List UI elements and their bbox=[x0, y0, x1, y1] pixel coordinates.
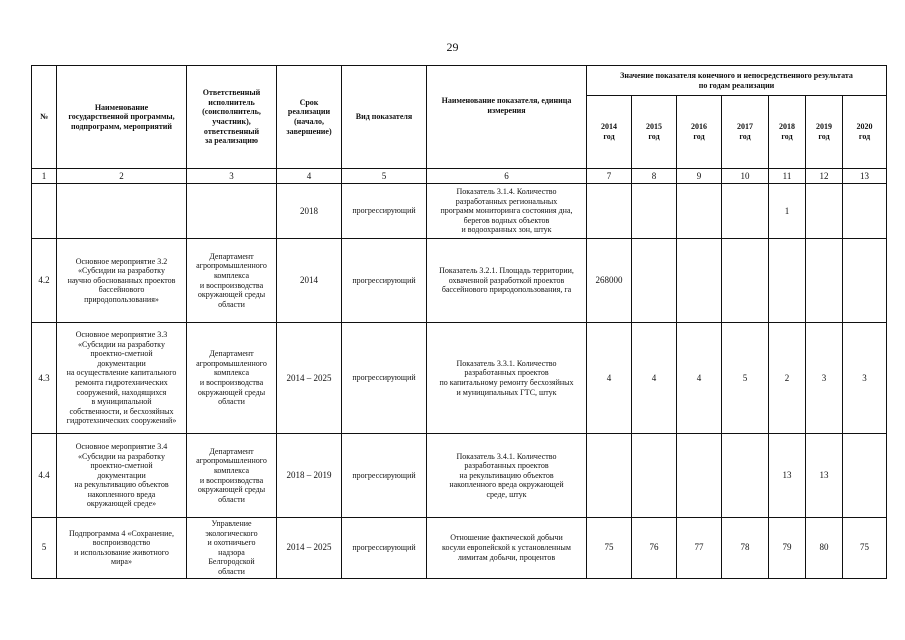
row-value-2018: 2 bbox=[769, 323, 806, 434]
row-no: 4.4 bbox=[32, 434, 57, 518]
column-number: 12 bbox=[806, 169, 843, 184]
header-indicator: Наименование показателя, единица измерения bbox=[427, 66, 587, 169]
row-responsible: Департамент агропромышленного комплекса и воспроизводства окружающей среды области bbox=[187, 434, 277, 518]
row-value-2020: 75 bbox=[843, 518, 887, 579]
row-value-2020: 3 bbox=[843, 323, 887, 434]
row-kind: прогрессирующий bbox=[342, 518, 427, 579]
table-row bbox=[32, 434, 887, 518]
row-indicator: Показатель 3.3.1. Количество разработанных проектов по капитальному ремонту бесхозяйных и муниципальных ГТС, штук bbox=[427, 323, 587, 434]
row-value-2018: 13 bbox=[769, 434, 806, 518]
column-number: 3 bbox=[187, 169, 277, 184]
column-number: 13 bbox=[843, 169, 887, 184]
row-program: Основное мероприятие 3.3 «Субсидии на разработку проектно-сметной документации на осуществление капитального ремонта гидротехнических сооружений, находящихся в муниципальной собственности, и бесхозяйных гидротехнических сооружений» bbox=[57, 323, 187, 434]
column-number: 5 bbox=[342, 169, 427, 184]
header-values-group: Значение показателя конечного и непосредственного результата по годам реализации bbox=[587, 66, 887, 96]
row-value-2014: 75 bbox=[587, 518, 632, 579]
row-value-2016: 4 bbox=[677, 323, 722, 434]
row-value-2018 bbox=[769, 239, 806, 323]
row-kind: прогрессирующий bbox=[342, 184, 427, 239]
header-year-2019: 2019 год bbox=[806, 96, 843, 169]
row-indicator: Отношение фактической добычи косули европейской к установленным лимитам добычи, процентов bbox=[427, 518, 587, 579]
row-value-2016 bbox=[677, 184, 722, 239]
header-program: Наименование государственной программы, подпрограмм, мероприятий bbox=[57, 66, 187, 169]
column-number: 1 bbox=[32, 169, 57, 184]
table-row bbox=[32, 239, 887, 323]
row-value-2015: 4 bbox=[632, 323, 677, 434]
row-value-2015: 76 bbox=[632, 518, 677, 579]
column-number: 9 bbox=[677, 169, 722, 184]
row-indicator: Показатель 3.1.4. Количество разработанных региональных программ мониторинга состояния дна, берегов водных объектов и водоохранных зон, штук bbox=[427, 184, 587, 239]
row-value-2020 bbox=[843, 184, 887, 239]
header-year-2020: 2020 год bbox=[843, 96, 887, 169]
row-responsible: Департамент агропромышленного комплекса и воспроизводства окружающей среды области bbox=[187, 323, 277, 434]
header-year-2016: 2016 год bbox=[677, 96, 722, 169]
page-number: 29 bbox=[446, 40, 459, 54]
row-responsible: Управление экологического и охотничьего надзора Белгородской области bbox=[187, 518, 277, 579]
row-value-2017: 5 bbox=[722, 323, 769, 434]
row-no bbox=[32, 184, 57, 239]
row-value-2020 bbox=[843, 239, 887, 323]
row-term: 2014 – 2025 bbox=[277, 518, 342, 579]
column-number: 8 bbox=[632, 169, 677, 184]
row-term: 2018 bbox=[277, 184, 342, 239]
row-value-2016 bbox=[677, 239, 722, 323]
column-number: 2 bbox=[57, 169, 187, 184]
row-program: Основное мероприятие 3.4 «Субсидии на разработку проектно-сметной документации на рекультивацию объектов накопленного вреда окружающей среде» bbox=[57, 434, 187, 518]
row-value-2015 bbox=[632, 239, 677, 323]
row-kind: прогрессирующий bbox=[342, 434, 427, 518]
row-no: 5 bbox=[32, 518, 57, 579]
row-program: Подпрограмма 4 «Сохранение, воспроизводство и использование животного мира» bbox=[57, 518, 187, 579]
row-value-2017 bbox=[722, 184, 769, 239]
indicators-table bbox=[31, 65, 887, 579]
row-value-2015 bbox=[632, 434, 677, 518]
row-value-2015 bbox=[632, 184, 677, 239]
column-number: 10 bbox=[722, 169, 769, 184]
row-value-2014 bbox=[587, 184, 632, 239]
row-value-2017: 78 bbox=[722, 518, 769, 579]
row-value-2016 bbox=[677, 434, 722, 518]
header-year-2018: 2018 год bbox=[769, 96, 806, 169]
header-no: № bbox=[32, 66, 57, 169]
column-number: 4 bbox=[277, 169, 342, 184]
row-responsible bbox=[187, 184, 277, 239]
header-year-2017: 2017 год bbox=[722, 96, 769, 169]
column-number: 11 bbox=[769, 169, 806, 184]
row-value-2017 bbox=[722, 239, 769, 323]
row-term: 2014 bbox=[277, 239, 342, 323]
row-program: Основное мероприятие 3.2 «Субсидии на разработку научно обоснованных проектов бассейнового природопользования» bbox=[57, 239, 187, 323]
header-kind: Вид показателя bbox=[342, 66, 427, 169]
row-term: 2018 – 2019 bbox=[277, 434, 342, 518]
row-indicator: Показатель 3.4.1. Количество разработанных проектов на рекультивацию объектов накопленного вреда окружающей среде, штук bbox=[427, 434, 587, 518]
row-program bbox=[57, 184, 187, 239]
table-row bbox=[32, 184, 887, 239]
row-value-2014: 268000 bbox=[587, 239, 632, 323]
row-term: 2014 – 2025 bbox=[277, 323, 342, 434]
row-responsible: Департамент агропромышленного комплекса и воспроизводства окружающей среды области bbox=[187, 239, 277, 323]
row-value-2019 bbox=[806, 184, 843, 239]
row-value-2019: 13 bbox=[806, 434, 843, 518]
header-responsible: Ответственный исполнитель (соисполнитель, участник), ответственный за реализацию bbox=[187, 66, 277, 169]
row-value-2018: 79 bbox=[769, 518, 806, 579]
header-year-2014: 2014 год bbox=[587, 96, 632, 169]
row-value-2014: 4 bbox=[587, 323, 632, 434]
row-indicator: Показатель 3.2.1. Площадь территории, охваченной разработкой проектов бассейнового природопользования, га bbox=[427, 239, 587, 323]
row-value-2019: 3 bbox=[806, 323, 843, 434]
row-value-2020 bbox=[843, 434, 887, 518]
row-value-2014 bbox=[587, 434, 632, 518]
row-no: 4.3 bbox=[32, 323, 57, 434]
row-value-2016: 77 bbox=[677, 518, 722, 579]
column-number: 6 bbox=[427, 169, 587, 184]
row-value-2019 bbox=[806, 239, 843, 323]
row-value-2017 bbox=[722, 434, 769, 518]
table-row bbox=[32, 518, 887, 579]
table-row bbox=[32, 323, 887, 434]
header-year-2015: 2015 год bbox=[632, 96, 677, 169]
row-value-2018: 1 bbox=[769, 184, 806, 239]
row-value-2019: 80 bbox=[806, 518, 843, 579]
row-kind: прогрессирующий bbox=[342, 323, 427, 434]
column-number-row bbox=[32, 169, 887, 184]
row-no: 4.2 bbox=[32, 239, 57, 323]
column-number: 7 bbox=[587, 169, 632, 184]
header-term: Срок реализации (начало, завершение) bbox=[277, 66, 342, 169]
row-kind: прогрессирующий bbox=[342, 239, 427, 323]
